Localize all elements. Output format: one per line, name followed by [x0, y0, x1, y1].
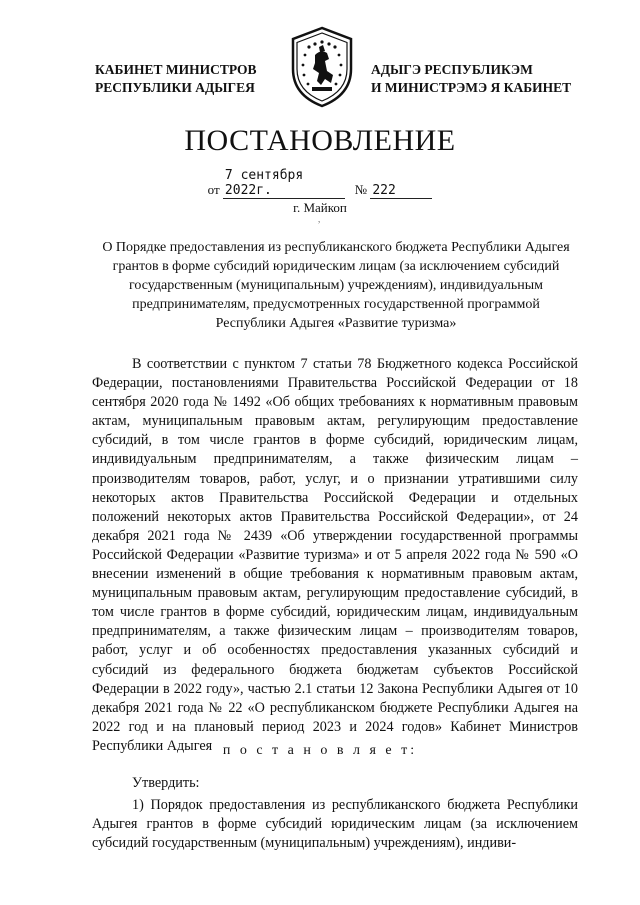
date-prefix: от [207, 182, 220, 197]
preamble-paragraph: В соответствии с пунктом 7 статьи 78 Бюджетного кодекса Российской Федерации, постановлениями Правительства Российской Федерации от 18 сентября 2020 года № 1492 «Об общих требованиях к нормативным правовым актам, муниципальным правовым актам, регулирующим предоставление субсидий, в том числе грантов в форме субсидий, юридическим лицам, индивидуальным предпринимателям, а также физическим лицам – производителям товаров, работ, услуг, и о признании утратившими силу некоторых актов Правительства Российской Федерации и отдельных положений некоторых актов Правительства Российской Федерации», от 24 декабря 2021 года № 2439 «Об утверждении государственной программы Российской Федерации «Развитие туризма» и от 5 апреля 2022 года № 590 «О внесении изменений в общие требования к нормативным правовым актам, муниципальным правовым актам, регулирующим предоставление субсидий, в том числе грантов в форме субсидий, юридическим лицам, индивидуальным предпринимателям, а также физическим лицам – производителям товаров, работ, услуг и об особенностях предоставления указанных субсидий и субсидий из федерального бюджета бюджетам субъектов Российской Федерации в 2022 году», частью 2.1 статьи 12 Закона Республики Адыгея от 10 декабря 2021 года № 22 «О республиканском бюджете Республики Адыгея на 2022 год и на плановый период 2023 и 2024 годов» Кабинет Министров Республики Адыгея [92, 356, 578, 754]
date-value: 7 сентября 2022г. [223, 168, 345, 199]
adygea-coat-of-arms-icon [285, 25, 359, 109]
resolution-item-1: 1) Порядок предоставления из республиканского бюджета Республики Адыгея грантов в форме субсидий юридическим лицам (за исключением субсидий государственным (муниципальным) учреждениям), индиви- [92, 797, 578, 852]
issuer-line-1: АДЫГЭ РЕСПУБЛИКЭМ [371, 62, 533, 77]
resolution-item [92, 796, 578, 853]
document-title: ПОСТАНОВЛЕНИЕ [184, 124, 456, 157]
issuer-line-2: И МИНИСТРЭМЭ Я КАБИНЕТ [371, 80, 572, 95]
issuer-line-1: КАБИНЕТ МИНИСТРОВ [95, 62, 257, 77]
number-prefix: № [354, 182, 368, 197]
issuer-name-adyghe [371, 61, 586, 97]
approve-label: Утвердить: [132, 775, 200, 791]
issuer-name-russian [95, 61, 270, 97]
preamble [92, 355, 578, 756]
scan-mark: , [318, 214, 321, 224]
decree-word: п о с т а н о в л я е т: [222, 743, 418, 758]
city-line: г. Майкоп [293, 200, 347, 215]
number-value: 222 [370, 183, 432, 199]
document-subject: О Порядке предоставления из республиканского бюджета Республики Адыгея грантов в форме субсидий юридическим лицам (за исключением субсидий государственным (муниципальным) учреждениям), индивидуальным предпринимателям, предусмотренных государственной программой Республики Адыгея «Развитие туризма» [102, 240, 570, 331]
issuer-line-2: РЕСПУБЛИКИ АДЫГЕЯ [95, 80, 255, 95]
date-number-line [0, 168, 640, 199]
